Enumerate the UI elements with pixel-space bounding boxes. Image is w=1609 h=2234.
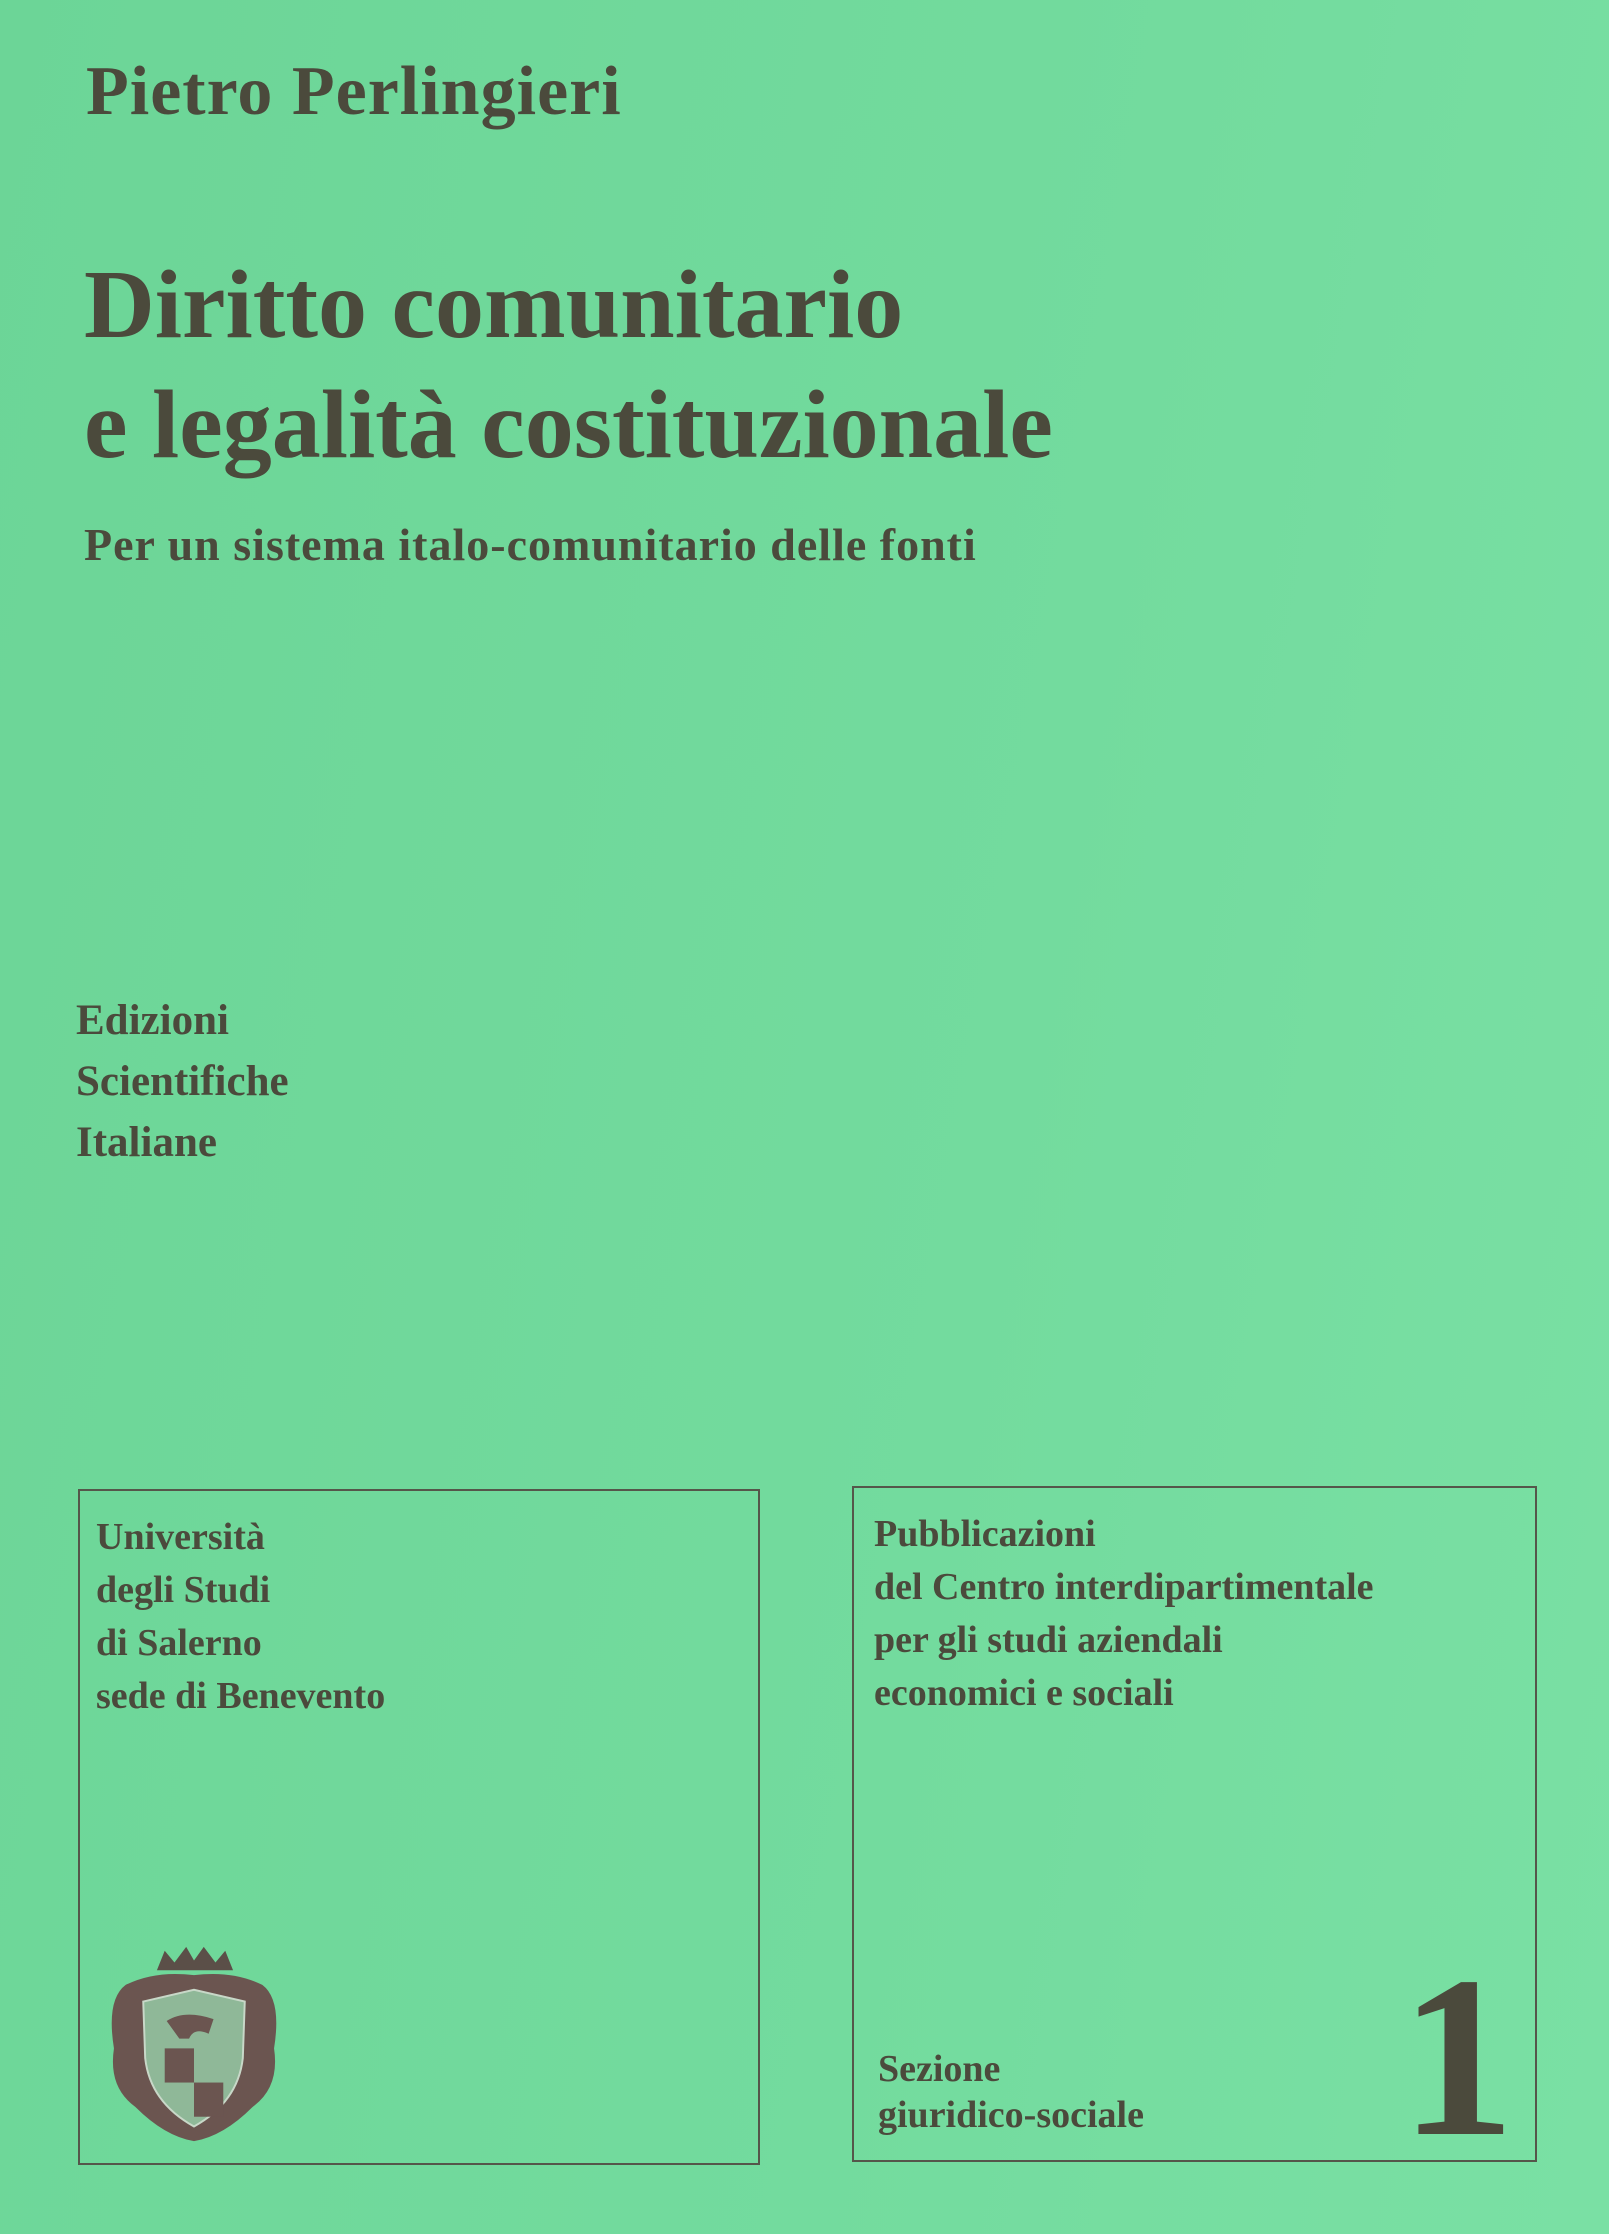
university-box xyxy=(78,1489,760,2165)
series-text xyxy=(874,1508,1374,1720)
book-subtitle: Per un sistema italo-comunitario delle fonti xyxy=(84,519,977,570)
university-crest-icon xyxy=(96,1941,292,2146)
publisher xyxy=(76,990,289,1173)
university-text xyxy=(96,1511,385,1723)
series-box xyxy=(852,1486,1537,2184)
university-line: degli Studi xyxy=(96,1569,271,1611)
publisher-line: Edizioni xyxy=(76,997,229,1044)
university-line: Università xyxy=(96,1516,265,1558)
title-line: e legalità costituzionale xyxy=(84,371,1053,479)
author-name: Pietro Perlingieri xyxy=(86,53,622,130)
volume-number: 1 xyxy=(1400,1929,1515,2184)
title-line: Diritto comunitario xyxy=(84,251,904,359)
publisher-line: Italiane xyxy=(76,1119,217,1166)
series-line: del Centro interdipartimentale xyxy=(874,1566,1374,1608)
series-line: per gli studi aziendali xyxy=(874,1619,1223,1661)
book-title xyxy=(84,245,1053,485)
series-line: economici e sociali xyxy=(874,1672,1174,1714)
university-line: sede di Benevento xyxy=(96,1675,386,1717)
section-text xyxy=(878,2046,1144,2138)
section-line: Sezione xyxy=(878,2048,1001,2090)
publisher-line: Scientifiche xyxy=(76,1058,289,1105)
section-line: giuridico-sociale xyxy=(878,2094,1144,2136)
series-line: Pubblicazioni xyxy=(874,1513,1096,1555)
university-line: di Salerno xyxy=(96,1622,262,1664)
